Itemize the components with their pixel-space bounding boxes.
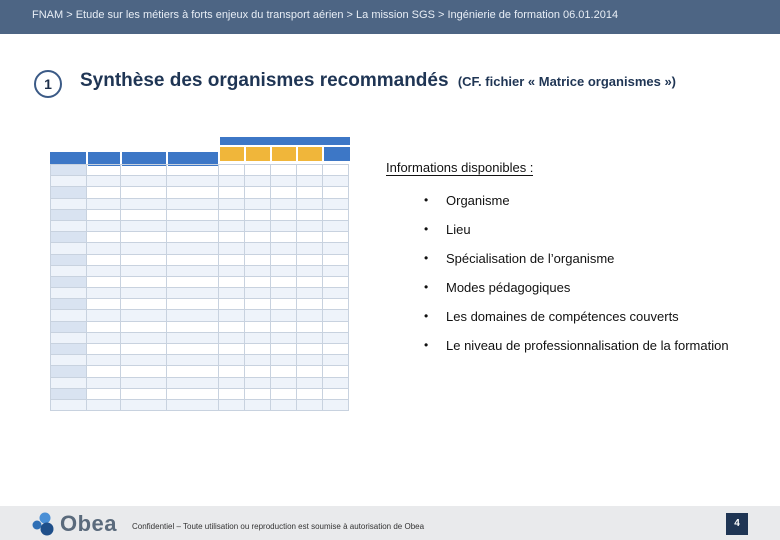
matrix-cell [245,332,271,343]
matrix-cell [323,321,349,332]
matrix-cell [271,232,297,243]
bullet-icon: • [424,309,429,323]
matrix-cell [51,344,87,355]
matrix-row [51,399,349,410]
matrix-cell [271,165,297,176]
page-number: 4 [726,513,748,535]
matrix-cell [87,344,121,355]
matrix-cell [271,288,297,299]
matrix-cell [87,399,121,410]
matrix-cell [323,299,349,310]
bullet-icon: • [424,338,429,352]
matrix-cell [271,377,297,388]
matrix-cell [297,388,323,399]
matrix-cell [121,276,167,287]
matrix-cell [219,299,245,310]
matrix-cell [271,187,297,198]
matrix-cell [219,310,245,321]
matrix-cell [51,299,87,310]
matrix-cell [297,332,323,343]
matrix-cell [87,276,121,287]
matrix-cell [121,232,167,243]
matrix-cell [167,276,219,287]
matrix-cell [51,265,87,276]
list-item-label: Les domaines de compétences couverts [446,309,679,324]
bullet-icon: • [424,251,429,265]
matrix-cell [297,165,323,176]
matrix-cell [323,310,349,321]
list-item [420,186,750,215]
matrix-row [51,355,349,366]
matrix-cell [245,187,271,198]
matrix-cell [121,165,167,176]
matrix-cell [167,232,219,243]
matrix-cell [167,377,219,388]
matrix-cell [51,366,87,377]
matrix-cell [51,321,87,332]
matrix-cell [121,288,167,299]
matrix-cell [87,377,121,388]
matrix-cell [219,165,245,176]
matrix-row [51,243,349,254]
matrix-cell [51,165,87,176]
matrix-cell [271,243,297,254]
matrix-cell [245,209,271,220]
matrix-cell [271,299,297,310]
bullet-icon: • [424,193,429,207]
matrix-cell [271,344,297,355]
matrix-cell [121,344,167,355]
matrix-cell [297,187,323,198]
matrix-cell [323,220,349,231]
matrix-cell [51,377,87,388]
matrix-cell [271,332,297,343]
list-item [420,302,750,331]
matrix-cell [219,388,245,399]
matrix-row [51,209,349,220]
matrix-cell [87,209,121,220]
matrix-cell [87,288,121,299]
matrix-cell [51,187,87,198]
matrix-cell [297,321,323,332]
matrix-cell [121,355,167,366]
bullet-icon: • [424,222,429,236]
list-item-label: Modes pédagogiques [446,280,571,295]
matrix-cell [245,366,271,377]
matrix-cell [121,399,167,410]
matrix-cell [167,332,219,343]
matrix-cell [87,243,121,254]
matrix-cell [167,388,219,399]
matrix-cell [323,377,349,388]
list-item-label: Lieu [446,222,471,237]
page-title-text: Synthèse des organismes recommandés [80,70,449,91]
matrix-cell [323,388,349,399]
matrix-cell [167,344,219,355]
matrix-cell [323,265,349,276]
matrix-cell [167,209,219,220]
matrix-cell [271,198,297,209]
matrix-cell [219,332,245,343]
matrix-cell [271,220,297,231]
matrix-cell [87,299,121,310]
matrix-cell [121,332,167,343]
matrix-cell [323,165,349,176]
matrix-cell [323,344,349,355]
matrix-cell [87,176,121,187]
list-item [420,273,750,302]
matrix-cell [167,198,219,209]
matrix-cell [323,243,349,254]
matrix-cell [323,198,349,209]
matrix-cell [297,366,323,377]
matrix-cell [297,399,323,410]
matrix-cell [245,276,271,287]
matrix-cell [323,176,349,187]
matrix-cell [167,165,219,176]
matrix-row [51,377,349,388]
matrix-cell [271,310,297,321]
matrix-cell [323,187,349,198]
matrix-cell [323,366,349,377]
matrix-cell [87,332,121,343]
matrix-cell [87,198,121,209]
matrix-row [51,176,349,187]
matrix-cell [245,321,271,332]
matrix-cell [297,276,323,287]
matrix-cell [51,243,87,254]
matrix-cell [245,232,271,243]
matrix-cell [323,276,349,287]
matrix-cell [51,388,87,399]
matrix-row [51,321,349,332]
matrix-cell [87,220,121,231]
matrix-cell [87,321,121,332]
matrix-cell [167,310,219,321]
matrix-cell [297,209,323,220]
matrix-cell [297,299,323,310]
matrix-row [51,332,349,343]
matrix-cell [121,388,167,399]
matrix-cell [219,187,245,198]
matrix-cell [219,276,245,287]
matrix-cell [271,254,297,265]
matrix-cell [167,176,219,187]
matrix-cell [245,176,271,187]
matrix-cell [271,388,297,399]
info-list [420,186,750,360]
matrix-row [51,388,349,399]
matrix-cell [167,321,219,332]
matrix-cell [219,344,245,355]
matrix-cell [219,288,245,299]
matrix-row [51,299,349,310]
matrix-cell [51,276,87,287]
matrix-cell [121,377,167,388]
matrix-cell [297,265,323,276]
matrix-cell [51,332,87,343]
matrix-cell [121,366,167,377]
matrix-cell [51,209,87,220]
matrix-cell [121,310,167,321]
matrix-cell [245,344,271,355]
matrix-cell [167,254,219,265]
matrix-table [50,164,349,411]
matrix-cell [245,299,271,310]
matrix-cell [121,198,167,209]
matrix-cell [271,265,297,276]
matrix-cell [87,366,121,377]
matrix-cell [245,265,271,276]
matrix-cell [245,165,271,176]
matrix-cell [245,388,271,399]
matrix-row [51,344,349,355]
matrix-cell [87,254,121,265]
matrix-cell [245,310,271,321]
matrix-cell [167,288,219,299]
matrix-cell [219,355,245,366]
matrix-cell [121,254,167,265]
matrix-cell [51,232,87,243]
matrix-cell [167,366,219,377]
matrix-cell [167,299,219,310]
matrix-cell [271,355,297,366]
matrix-cell [219,232,245,243]
matrix-cell [245,355,271,366]
list-item [420,244,750,273]
matrix-cell [87,355,121,366]
matrix-row [51,288,349,299]
matrix-cell [87,265,121,276]
confidential-notice: Confidentiel – Toute utilisation ou reproduction est soumise à autorisation de Obea [132,522,425,531]
matrix-cell [245,198,271,209]
matrix-cell [87,165,121,176]
page-title [80,70,676,92]
matrix-cell [51,310,87,321]
matrix-row [51,198,349,209]
breadcrumb: FNAM > Etude sur les métiers à forts enjeux du transport aérien > La mission SGS > Ingénierie de formation 06.01.2014 [32,9,619,21]
matrix-row [51,232,349,243]
matrix-cell [297,344,323,355]
matrix-header-cell [246,147,270,161]
matrix-cell [167,243,219,254]
matrix-row [51,187,349,198]
matrix-cell [219,377,245,388]
matrix-cell [323,254,349,265]
matrix-cell [297,377,323,388]
info-heading-text: Informations disponibles : [386,160,534,175]
matrix-cell [297,243,323,254]
matrix-cell [219,209,245,220]
matrix-cell [87,232,121,243]
matrix-cell [121,243,167,254]
matrix-cell [167,399,219,410]
matrix-cell [219,243,245,254]
matrix-row [51,366,349,377]
list-item [420,331,750,360]
matrix-cell [87,388,121,399]
matrix-cell [245,399,271,410]
breadcrumb-bar [0,0,780,34]
matrix-cell [121,209,167,220]
matrix-cell [219,366,245,377]
matrix-cell [167,265,219,276]
matrix-cell [167,355,219,366]
matrix-cell [51,399,87,410]
list-item [420,215,750,244]
matrix-cell [51,198,87,209]
matrix-thumbnail-image [50,130,348,398]
list-item-label: Le niveau de professionnalisation de la formation [446,338,729,353]
matrix-cell [87,187,121,198]
matrix-cell [297,310,323,321]
matrix-cell [323,232,349,243]
matrix-row [51,254,349,265]
matrix-cell [121,220,167,231]
matrix-cell [271,176,297,187]
matrix-header-cell [272,147,296,161]
matrix-cell [219,399,245,410]
matrix-cell [245,243,271,254]
matrix-cell [51,355,87,366]
section-number-badge: 1 [34,70,62,98]
matrix-header-cell [220,147,244,161]
matrix-row [51,265,349,276]
matrix-cell [245,220,271,231]
matrix-cell [167,220,219,231]
matrix-cell [297,288,323,299]
matrix-cell [121,299,167,310]
matrix-cell [271,366,297,377]
matrix-cell [323,399,349,410]
matrix-cell [51,220,87,231]
matrix-header-cell [324,147,350,161]
matrix-cell [121,187,167,198]
logo-text: Obea [60,511,118,536]
matrix-cell [271,209,297,220]
matrix-cell [323,332,349,343]
matrix-cell [51,176,87,187]
matrix-cell [219,176,245,187]
matrix-cell [297,355,323,366]
matrix-cell [323,288,349,299]
page-title-note: (CF. fichier « Matrice organismes ») [457,74,677,89]
info-heading [386,160,533,175]
matrix-cell [245,377,271,388]
matrix-cell [271,276,297,287]
matrix-cell [219,265,245,276]
matrix-cell [87,310,121,321]
matrix-cell [297,254,323,265]
matrix-cell [121,176,167,187]
matrix-group-header [220,137,350,145]
matrix-cell [167,187,219,198]
matrix-cell [297,198,323,209]
matrix-cell [271,321,297,332]
matrix-header-cell [298,147,322,161]
matrix-row [51,276,349,287]
matrix-cell [219,220,245,231]
matrix-cell [245,288,271,299]
matrix-cell [219,321,245,332]
matrix-row [51,165,349,176]
matrix-cell [297,176,323,187]
matrix-cell [121,265,167,276]
matrix-cell [323,355,349,366]
bullet-icon: • [424,280,429,294]
list-item-label: Spécialisation de l’organisme [446,251,615,266]
matrix-cell [297,220,323,231]
matrix-cell [219,254,245,265]
matrix-cell [245,254,271,265]
matrix-cell [219,198,245,209]
matrix-row [51,310,349,321]
matrix-cell [297,232,323,243]
matrix-cell [51,254,87,265]
matrix-cell [51,288,87,299]
list-item-label: Organisme [446,193,510,208]
matrix-cell [121,321,167,332]
matrix-cell [323,209,349,220]
matrix-row [51,220,349,231]
matrix-cell [271,399,297,410]
